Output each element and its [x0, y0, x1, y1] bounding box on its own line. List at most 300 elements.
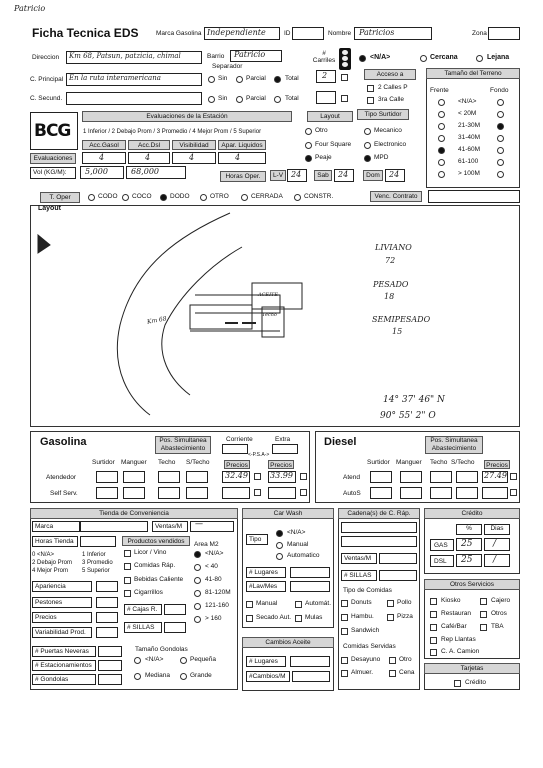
radio-fondo-2[interactable]	[497, 123, 504, 130]
radio-fondo-4[interactable]	[497, 147, 504, 154]
barrio-field[interactable]	[230, 50, 282, 62]
atendedor-label: Atendedor	[46, 474, 76, 481]
sab-field[interactable]	[334, 169, 354, 182]
tamano-option-label-3: 31-40M	[458, 134, 481, 141]
eval-field-3[interactable]	[218, 152, 266, 164]
dsl-cell-1-1[interactable]	[400, 487, 422, 499]
carriles-field[interactable]	[316, 70, 336, 83]
tienda-gondolas-field[interactable]	[98, 674, 122, 685]
chk-2-calles[interactable]	[367, 85, 374, 92]
self-serv-label: Self Serv.	[50, 490, 78, 497]
radio-area-5[interactable]	[194, 616, 201, 623]
gas-cell-1-3[interactable]	[186, 487, 208, 499]
autos-label: AutoS	[343, 490, 361, 497]
credito-dsl-dias-field[interactable]: /	[484, 554, 510, 567]
vol-field-1[interactable]	[80, 166, 124, 179]
gasolina-title: Gasolina	[40, 436, 87, 448]
cadena-sillas-field[interactable]	[379, 570, 417, 581]
dsl-cell-0-0[interactable]	[370, 471, 392, 483]
tienda-scale-4: 4 Mejor Prom	[32, 568, 69, 574]
tienda-precios-field[interactable]	[96, 612, 118, 623]
chk-2-calles-label: 2 Calles P	[378, 84, 408, 91]
vol-value-1: 5,000	[85, 167, 108, 176]
chk-hambu[interactable]	[341, 614, 348, 621]
radio-total-2[interactable]	[274, 96, 281, 103]
radio-area-label-2: 41-80	[205, 576, 222, 583]
tienda-apariencia-field[interactable]	[96, 581, 118, 592]
chk-gas-extra-1[interactable]	[300, 489, 307, 496]
radio-na[interactable]	[359, 55, 366, 62]
gas-cell-0-0[interactable]	[96, 471, 118, 483]
radio-gondola-grande-label: Grande	[190, 672, 212, 679]
radio-fondo-3[interactable]	[497, 135, 504, 142]
chk-camion[interactable]	[430, 649, 437, 656]
radio-gondola-na[interactable]	[134, 657, 141, 664]
radio-four-square-label: Four Square	[315, 141, 352, 148]
tienda-estacionamientos-label-box	[32, 660, 96, 671]
carwash-tipo-label: Tipo	[249, 536, 262, 543]
otros-servicios-section	[424, 579, 520, 659]
zona-field[interactable]	[488, 27, 520, 40]
eval-field-0[interactable]	[82, 152, 126, 164]
chk-bebidas[interactable]	[124, 577, 131, 584]
radio-mpd[interactable]	[364, 155, 371, 162]
horas-tienda-field[interactable]	[80, 536, 116, 547]
radio-gondola-grande[interactable]	[180, 673, 187, 680]
psa-label: <-P.S.A->	[248, 452, 270, 458]
gas-cell-1-1[interactable]	[123, 487, 145, 499]
eval-col-2: Visibilidad	[172, 140, 216, 150]
tienda-pestones-field[interactable]	[96, 597, 118, 608]
credito-gas-label-box	[430, 539, 454, 551]
c-secund-field[interactable]	[66, 92, 202, 105]
chk-3ra-calle[interactable]	[367, 97, 374, 104]
tienda-scale-3: 3 Promedio	[82, 560, 113, 566]
chk-hambu-label: Hambu.	[351, 613, 374, 620]
radio-gondola-pequena[interactable]	[180, 657, 187, 664]
radio-frente-0[interactable]	[438, 99, 445, 106]
c-principal-value: En la ruta interamericana	[69, 74, 161, 82]
sketch-pesado-count: 18	[384, 292, 395, 301]
vol-field-2[interactable]	[126, 166, 186, 179]
radio-fondo-0[interactable]	[497, 99, 504, 106]
tienda-sillas-field[interactable]	[164, 622, 186, 633]
separador-label: Separador	[212, 63, 243, 70]
car-wash-title: Car Wash	[242, 508, 334, 519]
radio-layout-otro-label: Otro	[315, 127, 328, 134]
credito-dsl-pct-field[interactable]	[456, 554, 482, 567]
radio-sin-2-label: Sin	[218, 95, 228, 102]
dsl-cell-1-0[interactable]	[370, 487, 392, 499]
eval-value-3: 4	[235, 153, 241, 162]
carriles-2-field[interactable]	[316, 91, 336, 104]
eval-value-2: 4	[189, 153, 195, 162]
tienda-precios-label: Precios	[35, 614, 57, 621]
credito-title: Crédito	[424, 508, 520, 519]
radio-mpd-label: MPD	[374, 154, 389, 161]
gas-col-1: Manguer	[121, 459, 147, 466]
chk-tba[interactable]	[480, 624, 487, 631]
chk-gas-extra-0[interactable]	[300, 473, 307, 480]
radio-area-3[interactable]	[194, 590, 201, 597]
tarjetas-title: Tarjetas	[424, 663, 520, 674]
tienda-neveras-label-box	[32, 646, 96, 657]
radio-toper-coco[interactable]	[122, 194, 129, 201]
cambios-aceite-title: Cambios Aceite	[242, 637, 334, 648]
radio-toper-label-0: CODO	[98, 193, 118, 200]
chk-pizza-label: Pizza	[397, 613, 413, 620]
radio-frente-6[interactable]	[438, 171, 445, 178]
radio-peaje-label: Peaje	[315, 154, 332, 161]
chk-carwash-manual[interactable]	[246, 601, 253, 608]
lv-field[interactable]	[287, 169, 307, 182]
tamano-option-label-6: > 100M	[458, 170, 480, 177]
chk-secado[interactable]	[246, 615, 253, 622]
tienda-pestones-label-box	[32, 597, 92, 608]
chk-cajero[interactable]	[480, 598, 487, 605]
dsl-cell-1-2[interactable]	[430, 487, 452, 499]
traffic-light-icon	[339, 48, 351, 70]
credito-pct-label: %	[466, 525, 472, 532]
tienda-neveras-field[interactable]	[98, 646, 122, 657]
evaluaciones-label: Evaluaciones	[30, 153, 76, 164]
cadena-sillas-label-box	[341, 570, 377, 581]
cajas-field[interactable]	[164, 604, 186, 615]
dom-label: Dom	[363, 170, 383, 181]
gas-precio-corriente-1[interactable]	[222, 487, 250, 499]
tienda-marca-field[interactable]	[80, 521, 148, 532]
tipo-comidas-label: Tipo de Comidas	[343, 587, 392, 594]
radio-peaje[interactable]	[305, 155, 312, 162]
chk-donuts[interactable]	[341, 600, 348, 607]
radio-area-label-5: > 160	[205, 615, 222, 622]
tienda-title: Tienda de Conveniencia	[30, 508, 238, 519]
direccion-field[interactable]	[66, 51, 202, 64]
chk-gas-corriente-1[interactable]	[254, 489, 261, 496]
gas-cell-0-1[interactable]	[123, 471, 145, 483]
eval-col-3: Apar. Liquidos	[218, 140, 266, 150]
radio-cercana[interactable]	[420, 55, 427, 62]
atend-label: Atend	[343, 474, 360, 481]
barrio-value: Patricio	[234, 50, 266, 59]
radio-sin-1-label: Sin	[218, 75, 228, 82]
chk-comidas-label: Comidas Ráp.	[134, 562, 176, 569]
radio-frente-1[interactable]	[438, 111, 445, 118]
chk-otros[interactable]	[480, 611, 487, 618]
chk-restauran[interactable]	[430, 611, 437, 618]
chk-pollo[interactable]	[387, 600, 394, 607]
barrio-label: Barrio	[207, 53, 225, 60]
cajas-label: # Cajas R.	[127, 606, 158, 613]
radio-carwash-manual[interactable]	[276, 542, 283, 549]
radio-carwash-na[interactable]	[276, 530, 283, 537]
cambios-lugares-field[interactable]	[290, 656, 330, 667]
carwash-tipo-label-box	[246, 534, 268, 545]
credito-gas-dias-field[interactable]: /	[484, 538, 510, 551]
radio-carwash-na-label: <N/A>	[287, 529, 306, 536]
dsl-cell-0-1[interactable]	[400, 471, 422, 483]
credito-dsl-pct-value: 25	[461, 555, 473, 565]
radio-lejana[interactable]	[476, 55, 483, 62]
radio-carwash-auto[interactable]	[276, 553, 283, 560]
credito-gas-pct-field[interactable]	[456, 538, 482, 551]
gas-precio-extra-1[interactable]	[268, 487, 296, 499]
tienda-marca-label: Marca	[35, 523, 54, 530]
radio-frente-5[interactable]	[438, 159, 445, 166]
dom-field[interactable]	[385, 169, 405, 182]
chk-pollo-label: Pollo	[397, 599, 412, 606]
radio-lejana-label: Lejana	[487, 54, 510, 61]
c-secund-label: C. Secund.	[30, 95, 63, 102]
radio-toper-label-1: COCO	[132, 193, 152, 200]
marca-gasolina-label: Marca Gasolina	[156, 30, 202, 37]
radio-gondola-na-label: <N/A>	[145, 656, 164, 663]
eval-field-1[interactable]	[128, 152, 170, 164]
tienda-gondolas-label-box	[32, 674, 96, 685]
chk-gas-corriente-0[interactable]	[254, 473, 261, 480]
radio-layout-otro[interactable]	[305, 128, 312, 135]
chk-otros-label: Otros	[491, 610, 507, 617]
productos-vendidos-header: Productos vendidos	[122, 536, 190, 546]
radio-mecanico[interactable]	[364, 128, 371, 135]
radio-mecanico-label: Mecanico	[374, 127, 402, 134]
tienda-marca-label-box	[32, 521, 80, 532]
cadena-ventas-field[interactable]	[379, 553, 417, 564]
sketch-liviano: LIVIANO	[375, 243, 412, 252]
radio-frente-3[interactable]	[438, 135, 445, 142]
tamano-option-label-2: 21-30M	[458, 122, 481, 129]
chk-3ra-calle-label: 3ra Calle	[378, 96, 405, 103]
chk-comidas[interactable]	[124, 563, 131, 570]
chk-desayuno-label: Desayuno	[351, 656, 381, 663]
carwash-lav-label-box	[246, 581, 286, 592]
otros-servicios-title: Otros Servicios	[424, 579, 520, 590]
radio-total-1[interactable]	[274, 76, 281, 83]
chk-cigarrillos-label: Cigarrillos	[134, 589, 163, 596]
chk-cafe-label: Café/Bar	[441, 623, 467, 630]
sketch-semipesado: SEMIPESADO	[372, 315, 431, 324]
radio-fondo-6[interactable]	[497, 171, 504, 178]
tienda-variabilidad-label-box	[32, 627, 92, 638]
radio-area-4[interactable]	[194, 603, 201, 610]
cadena-name-field-2[interactable]	[341, 536, 417, 547]
chk-secado-label: Secado Aut.	[256, 614, 292, 621]
radio-electronico[interactable]	[364, 142, 371, 149]
radio-parcial-1-label: Parcial	[246, 75, 266, 82]
chk-carwash-autom[interactable]	[295, 601, 302, 608]
radio-carwash-manual-label: Manual	[287, 541, 309, 548]
cadena-ventas-label-box	[341, 553, 377, 564]
radio-area-1[interactable]	[194, 564, 201, 571]
radio-parcial-2-label: Parcial	[246, 95, 266, 102]
cadena-sillas-label: # SILLAS	[344, 572, 372, 579]
id-label: ID	[284, 30, 291, 37]
nombre-label: Nombre	[328, 30, 352, 37]
eval-col-0: Acc.Gasol	[82, 140, 126, 150]
carwash-lav-field[interactable]	[290, 581, 330, 592]
radio-electronico-label: Electronico	[374, 141, 407, 148]
sketch-aceite-label: ACEITE	[258, 292, 279, 298]
chk-sandwich-label: Sandwich	[351, 627, 380, 634]
cadena-ventas-label: Ventas/M	[344, 555, 372, 562]
id-field[interactable]	[292, 27, 324, 40]
radio-area-label-0: <N/A>	[205, 550, 224, 557]
radio-frente-2[interactable]	[438, 123, 445, 130]
dsl-cell-0-2[interactable]	[430, 471, 452, 483]
radio-gondola-mediana[interactable]	[134, 673, 141, 680]
eval-value-0: 4	[99, 153, 105, 162]
chk-kiosko[interactable]	[430, 598, 437, 605]
chk-carwash-autom-label: Automát.	[305, 600, 332, 607]
chk-carwash-manual-label: Manual	[256, 600, 278, 607]
radio-parcial-1[interactable]	[236, 76, 243, 83]
chk-rep-llantas[interactable]	[430, 637, 437, 644]
cambios-lugares-label: # Lugares	[249, 658, 278, 665]
gas-col-2: Techo	[158, 459, 176, 466]
credito-dias-header	[484, 524, 510, 535]
radio-fondo-1[interactable]	[497, 111, 504, 118]
tamano-option-label-5: 61-100	[458, 158, 479, 165]
chk-almuerzo-label: Almuer.	[351, 669, 374, 676]
sketch-km-label: Km 68	[146, 315, 168, 326]
evaluaciones-scale: 1 Inferior / 2 Debajo Prom / 3 Promedio / 4 Mejor Prom / 5 Superior	[83, 129, 262, 135]
vol-value-2: 68,000	[131, 167, 159, 176]
tienda-estacionamientos-field[interactable]	[98, 660, 122, 671]
gas-cell-1-0[interactable]	[96, 487, 118, 499]
chk-licor[interactable]	[124, 550, 131, 557]
dsl-cell-1-3[interactable]	[456, 487, 478, 499]
radio-area-2[interactable]	[194, 577, 201, 584]
radio-parcial-2[interactable]	[236, 96, 243, 103]
chk-sandwich[interactable]	[341, 628, 348, 635]
dsl-cell-0-3[interactable]	[456, 471, 478, 483]
corriente-label: Corriente	[226, 436, 253, 443]
credito-dias-label: Dias	[490, 525, 504, 532]
nombre-field[interactable]	[354, 27, 432, 40]
chk-cigarrillos[interactable]	[124, 590, 131, 597]
tienda-sillas-label-box	[124, 622, 162, 633]
gas-cell-0-3[interactable]	[186, 471, 208, 483]
chk-cena[interactable]	[389, 670, 396, 677]
marca-gasolina-field[interactable]	[204, 27, 280, 40]
tamano-option-label-0: <N/A>	[458, 98, 477, 105]
tienda-apariencia-label-box	[32, 581, 92, 592]
cambios-mes-label-box	[246, 671, 290, 682]
chk-cena-label: Cena	[399, 669, 415, 676]
chk-almuerzo[interactable]	[341, 670, 348, 677]
chk-dsl-0[interactable]	[510, 473, 517, 480]
c-principal-label: C. Principal	[30, 76, 64, 83]
cajas-label-box	[124, 604, 162, 615]
radio-frente-4[interactable]	[438, 147, 445, 154]
dsl-precio-1[interactable]	[482, 487, 508, 499]
radio-gondola-mediana-label: Mediana	[145, 672, 170, 679]
c-principal-field[interactable]	[66, 73, 202, 86]
chk-carriles-2[interactable]	[341, 95, 348, 102]
horas-oper-label: Horas Oper.	[220, 171, 266, 182]
zona-label: Zona	[472, 30, 487, 37]
radio-toper-constr[interactable]	[294, 194, 301, 201]
radio-area-label-1: < 40	[205, 563, 218, 570]
chk-dsl-1[interactable]	[510, 489, 517, 496]
tamano-terreno-title: Tamaño del Terreno	[426, 68, 520, 79]
chk-tba-label: TBA	[491, 623, 504, 630]
sketch-pesado: PESADO	[373, 280, 409, 289]
carriles-label: # Carriles	[312, 50, 336, 64]
chk-mulas-label: Mulas	[305, 614, 323, 621]
chk-tarjeta-credito-label: Crédito	[465, 679, 486, 686]
cambios-lugares-label-box	[246, 656, 286, 667]
tienda-variabilidad-label: Variabilidad Prod.	[35, 629, 86, 636]
cadena-name-field-1[interactable]	[341, 522, 417, 533]
dom-value: 24	[389, 170, 400, 179]
extra-pos-field[interactable]	[272, 444, 298, 454]
gas-cell-1-2[interactable]	[158, 487, 180, 499]
tienda-scale-5: 5 Superior	[82, 568, 110, 574]
radio-gondola-pequena-label: Pequeña	[190, 656, 217, 663]
chk-desayuno[interactable]	[341, 657, 348, 664]
radio-sin-1[interactable]	[208, 76, 215, 83]
radio-sin-2[interactable]	[208, 96, 215, 103]
gas-precio-corriente-value: 32.49	[225, 471, 248, 480]
gas-cell-0-2[interactable]	[158, 471, 180, 483]
sketch-liviano-count: 72	[385, 256, 396, 265]
horas-tienda-label-box	[32, 536, 78, 547]
chk-cafe[interactable]	[430, 624, 437, 631]
cambios-mes-field[interactable]	[292, 671, 330, 682]
radio-fondo-5[interactable]	[497, 159, 504, 166]
dsl-col-2: Techo	[430, 459, 448, 466]
radio-toper-otro[interactable]	[200, 194, 207, 201]
chk-pizza[interactable]	[387, 614, 394, 621]
chk-carriles[interactable]	[341, 74, 348, 81]
eval-field-2[interactable]	[172, 152, 216, 164]
radio-toper-cerrada[interactable]	[241, 194, 248, 201]
t-oper-label: T. Oper	[40, 192, 80, 203]
radio-area-label-3: 81-120M	[205, 589, 231, 596]
venc-contrato-field[interactable]	[428, 190, 520, 203]
chk-licor-label: Licor / Vino	[134, 549, 167, 556]
radio-area-0[interactable]	[194, 551, 201, 558]
frente-label: Frente	[430, 87, 449, 94]
chk-tarjeta-credito[interactable]	[454, 680, 461, 687]
carwash-lugares-field[interactable]	[290, 567, 330, 578]
chk-otro-comida[interactable]	[389, 657, 396, 664]
radio-na-label: <N/A>	[370, 54, 391, 61]
acceso-header: Acceso a	[364, 69, 416, 80]
radio-toper-dodo[interactable]	[160, 194, 167, 201]
radio-four-square[interactable]	[305, 142, 312, 149]
chk-mulas[interactable]	[295, 615, 302, 622]
chk-camion-label: C. A. Camion	[441, 648, 480, 655]
carwash-lav-label: #Lav/Mes	[249, 583, 278, 590]
radio-toper-codo[interactable]	[88, 194, 95, 201]
tamano-gondolas-label: Tamaño Gondolas	[135, 646, 188, 653]
corriente-pos-field[interactable]	[222, 444, 248, 454]
tienda-ventas-field[interactable]: —	[190, 521, 234, 532]
tienda-variabilidad-field[interactable]	[96, 627, 118, 638]
bcg-logo: BCG	[30, 112, 78, 150]
fondo-label: Fondo	[490, 87, 509, 94]
tamano-option-label-1: < 20M	[458, 110, 477, 117]
road-outer-curve	[117, 213, 230, 415]
radio-area-label-4: 121-160	[205, 602, 229, 609]
layout-header: Layout	[307, 111, 353, 122]
radio-toper-label-5: CONSTR.	[304, 193, 334, 200]
area-m2-label: Area M2	[194, 541, 219, 548]
tienda-estacionamientos-label: # Estacionamientos	[35, 662, 92, 669]
cambios-mes-label: #Cambios/M	[249, 673, 286, 680]
